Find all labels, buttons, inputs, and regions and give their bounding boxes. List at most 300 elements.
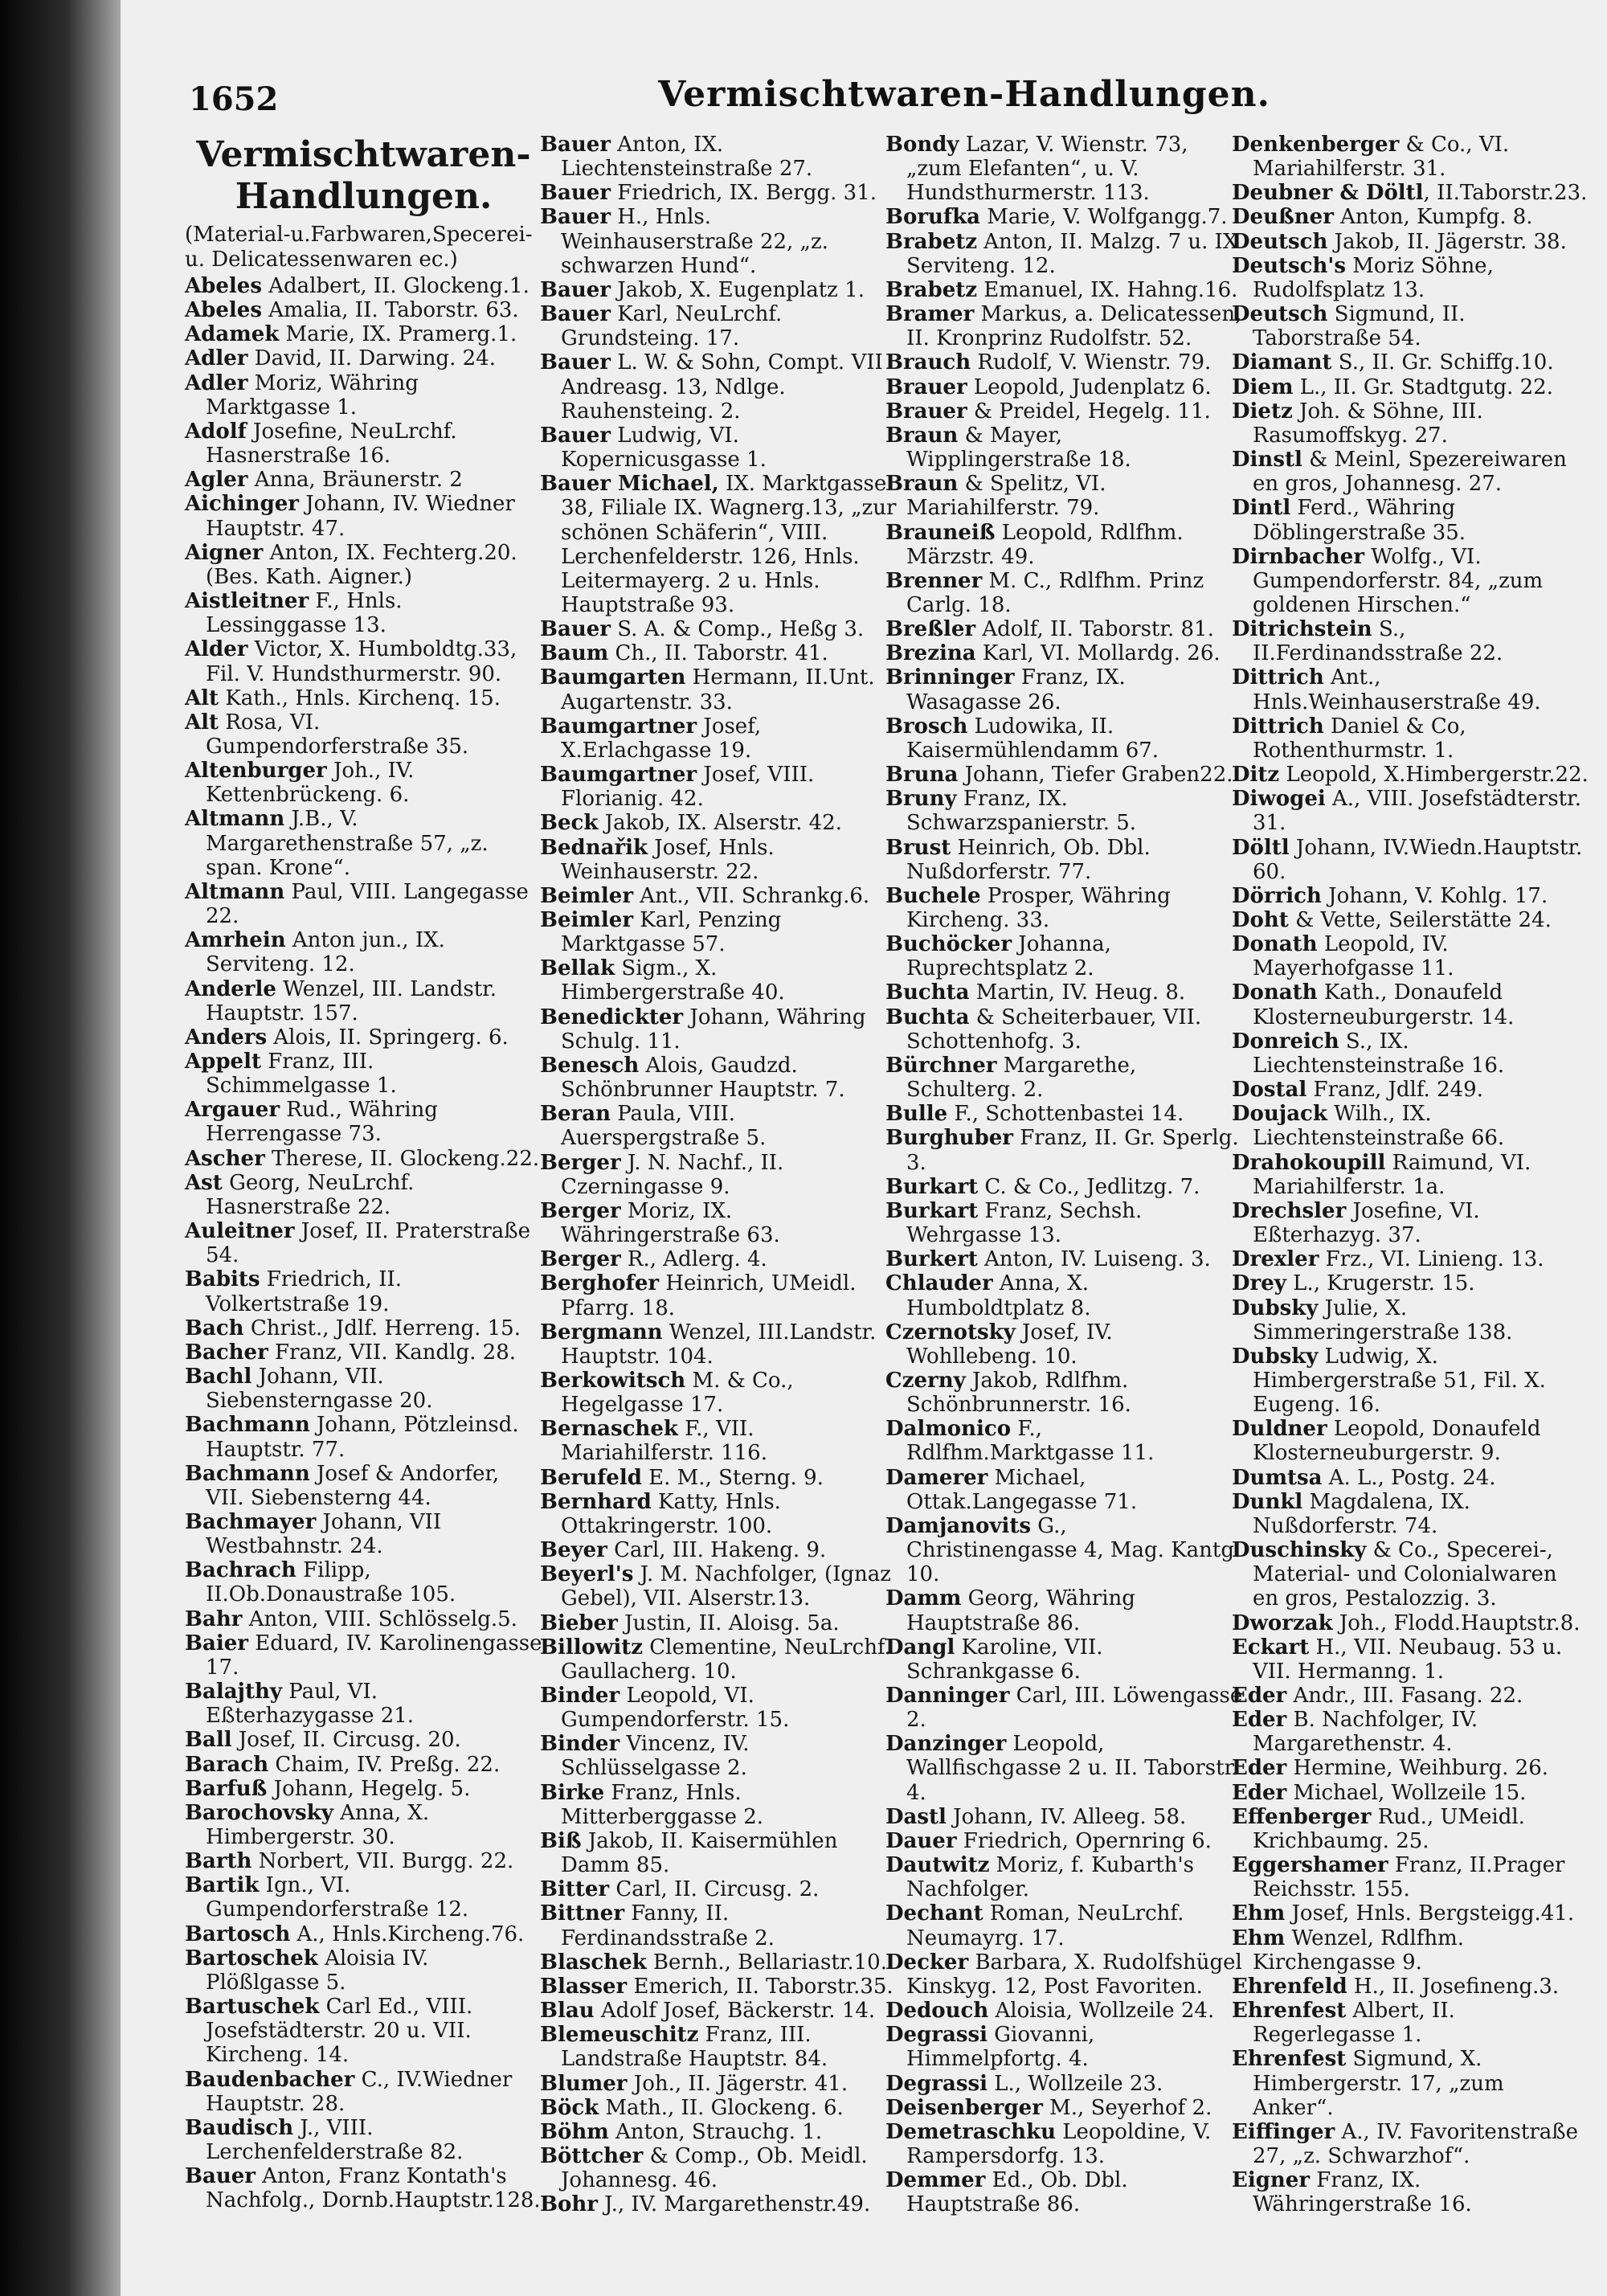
entry-name: Dietz: [1232, 399, 1293, 424]
entry-details: Norbert, VII. Burgg. 22.: [251, 1849, 514, 1874]
entry-details: Carl, III. Hakeng. 9.: [607, 1538, 827, 1563]
entry-details: IX. Marktgasse 38, Filiale IX. Wagnerg.13, „zur schönen Schäferin“, VIII. Lerchenfelderstr. 126, Hnls. Leitermayerg. 2 u. Hnls. Hauptstraße 93.: [561, 472, 897, 617]
entry-name: Benedickter: [540, 1005, 684, 1029]
directory-entry: [1232, 2168, 1589, 2216]
directory-entry: [540, 424, 898, 472]
directory-entry: [885, 787, 1243, 835]
entry-details: Joh. & Söhne, III. Rasumoffskyg. 27.: [1253, 399, 1483, 448]
entry-details: Eduard, IV. Karolinengasse 17.: [206, 1631, 542, 1680]
entry-name: Billowitz: [540, 1635, 643, 1660]
entry-name: Dautwitz: [885, 1853, 990, 1878]
entry-details: Josef, VIII. Florianig. 42.: [561, 763, 815, 812]
directory-entry: [885, 1950, 1243, 1999]
entry-name: Effenberger: [1232, 1804, 1372, 1829]
entry-details: Friedrich, II. Volkertstraße 19.: [206, 1267, 402, 1316]
directory-entry: [540, 1950, 898, 1975]
entry-name: Barochovsky: [185, 1800, 333, 1825]
entry-name: Chlauder: [885, 1271, 993, 1296]
directory-entry: [1232, 2047, 1589, 2119]
entry-name: Baudenbacher: [185, 2067, 355, 2092]
entry-name: Bramer: [885, 302, 975, 327]
entry-details: Wenzel, III. Landstr. Hauptstr. 157.: [206, 976, 497, 1025]
entry-name: Bauer: [540, 302, 611, 327]
entry-details: Josefine, VI. Eßterhazyg. 37.: [1253, 1198, 1480, 1248]
entry-details: J.B., V. Margarethenstraße 57, „z. span. Krone“.: [206, 807, 489, 880]
entry-details: Ant., VII. Schrankg.6.: [633, 883, 870, 908]
directory-entry: [885, 665, 1243, 714]
entry-details: & Mayer, Wipplingerstraße 18.: [906, 423, 1131, 473]
entry-name: Beran: [540, 1102, 611, 1127]
entry-name: Baumgartner: [540, 763, 697, 788]
entry-details: Heinrich, UMeidl. Pfarrg. 18.: [561, 1271, 857, 1320]
entry-details: & Co., Specerei-, Material- und Colonialwaren en gros, Pestalozzig. 3.: [1253, 1538, 1557, 1611]
entry-details: S. A. & Comp., Heßg 3.: [610, 617, 865, 642]
directory-entry: [185, 1171, 542, 1219]
entry-details: Leopold, Wallfischgasse 2 u. II. Taborstr. 4.: [906, 1732, 1239, 1805]
entry-details: & Comp., Ob. Meidl. Johannesg. 46.: [561, 2143, 868, 2193]
entry-name: Dostal: [1232, 1078, 1307, 1103]
entry-details: & Co., VI. Mariahilferstr. 31.: [1253, 133, 1510, 182]
directory-entry: [1232, 350, 1589, 374]
directory-entry: [540, 884, 898, 908]
entry-details: & Meinl, Spezereiwaren en gros, Johannesg. 27.: [1253, 448, 1567, 497]
entry-name: Bernhard: [540, 1489, 652, 1514]
entry-name: Donath: [1232, 932, 1318, 957]
entry-name: Buchta: [885, 980, 970, 1005]
entry-name: Bondy: [885, 133, 959, 157]
directory-entry: [185, 1777, 542, 1801]
directory-entry: [1232, 884, 1589, 908]
entry-details: Moriz Söhne, Rudolfsplatz 13.: [1253, 253, 1494, 302]
entry-details: Karoline, VII. Schrankgasse 6.: [906, 1635, 1103, 1684]
entry-name: Dubsky: [1232, 1344, 1319, 1369]
entry-details: Sigmund, II. Taborstraße 54.: [1253, 302, 1466, 351]
entry-name: Beimler: [540, 908, 634, 932]
entry-details: Franz, Sechsh. Wehrgasse 13.: [906, 1198, 1143, 1248]
directory-entry: [185, 322, 542, 346]
directory-entry: [540, 278, 898, 302]
directory-entry: [185, 1316, 542, 1340]
directory-entry: [185, 1098, 542, 1146]
entry-details: Johann, IV. Wiedner Hauptstr. 47.: [206, 492, 515, 541]
entry-details: Magdalena, IX. Nußdorferstr. 74.: [1253, 1489, 1470, 1538]
directory-entry: [540, 2120, 898, 2144]
directory-entry: [540, 1320, 898, 1369]
entry-name: Braun: [885, 423, 959, 448]
entry-details: Adalbert, II. Glockeng.1.: [261, 274, 530, 298]
directory-entry: [885, 617, 1243, 641]
directory-entry: [185, 589, 542, 637]
entry-details: Ed., Ob. Dbl. Hauptstraße 86.: [906, 2168, 1128, 2217]
entry-name: Czerny: [885, 1368, 966, 1393]
entry-name: Bauer: [540, 423, 611, 448]
directory-entry: [185, 928, 542, 976]
entry-details: Leopold, Donaufeld Klosterneuburgerstr. 9.: [1253, 1417, 1541, 1466]
entry-details: Moriz, f. Kubarth's Nachfolger.: [906, 1853, 1194, 1902]
entry-details: Franz, IX. Wasagasse 26.: [906, 665, 1126, 714]
entry-name: Demmer: [885, 2168, 986, 2193]
entry-name: Dörrich: [1232, 883, 1322, 908]
entry-name: Bruny: [885, 787, 957, 812]
entry-name: Buchele: [885, 883, 981, 908]
entry-details: S., II. Gr. Schiffg.10.: [1331, 350, 1554, 375]
entry-name: Anderle: [185, 976, 276, 1001]
entry-name: Bauer: [185, 2164, 256, 2189]
directory-entry: [1232, 980, 1589, 1029]
entry-name: Bachmann: [185, 1413, 310, 1438]
entry-name: Böttcher: [540, 2143, 644, 2168]
entry-name: Bauer: [540, 277, 611, 302]
directory-entry: [185, 1462, 542, 1510]
entry-details: David, II. Darwing. 24.: [247, 346, 496, 371]
directory-entry: [1232, 1975, 1589, 1999]
entry-name: Bauer Michael,: [540, 472, 719, 497]
entry-details: S., IX. Liechtensteinstraße 16.: [1253, 1029, 1505, 1078]
entry-details: Johann, Hegelg. 5.: [267, 1776, 471, 1801]
entry-details: Joh., Flodd.Hauptstr.8.: [1332, 1610, 1580, 1635]
directory-entry: [885, 1199, 1243, 1247]
entry-details: & Scheiterbauer, VII. Schottenhofg. 3.: [906, 1005, 1202, 1054]
entry-name: Babits: [185, 1267, 260, 1292]
entry-name: Deisenberger: [885, 2095, 1043, 2120]
entry-name: Biß: [540, 1828, 582, 1853]
directory-entry: [540, 1732, 898, 1780]
entry-name: Doht: [1232, 908, 1289, 932]
entry-details: Katty, Hnls. Ottakringerstr. 100.: [561, 1489, 781, 1538]
directory-entry: [885, 1271, 1243, 1320]
directory-entry: [885, 980, 1243, 1005]
entry-details: Moriz, IX. Währingerstraße 63.: [561, 1198, 780, 1248]
entry-details: B. Nachfolger, IV. Margarethenstr. 4.: [1253, 1708, 1478, 1757]
entry-name: Bieber: [540, 1610, 618, 1635]
entry-name: Alt: [185, 686, 219, 710]
directory-entry: [885, 1586, 1243, 1635]
entry-name: Dechant: [885, 1901, 983, 1926]
directory-entry: [1232, 1853, 1589, 1901]
directory-entry: [1232, 302, 1589, 350]
directory-entry: [185, 1340, 542, 1365]
entry-name: Dumtsa: [1232, 1465, 1323, 1490]
entry-name: Eder: [1232, 1756, 1287, 1781]
entry-name: Bittner: [540, 1901, 625, 1926]
directory-entry: [540, 714, 898, 763]
entry-details: Moriz, Währing Marktgasse 1.: [206, 370, 419, 420]
directory-entry: [1232, 1102, 1589, 1150]
directory-entry: [540, 1877, 898, 1901]
directory-entry: [540, 665, 898, 714]
entry-details: Giovanni, Himmelpfortg. 4.: [906, 2023, 1095, 2072]
directory-entry: [1232, 1926, 1589, 1975]
directory-entry: [540, 1901, 898, 1950]
entry-details: Franz, Hnls. Mitterberggasse 2.: [561, 1780, 764, 1829]
entry-details: & Spelitz, VI. Mariahilferstr. 79.: [906, 472, 1106, 521]
directory-entry: [540, 2096, 898, 2120]
entry-name: Dworzak: [1232, 1610, 1333, 1635]
entry-details: Fanny, II. Ferdinandsstraße 2.: [561, 1901, 775, 1950]
entry-name: Balajthy: [185, 1680, 282, 1705]
entry-details: Vincenz, IV. Schlüsselgasse 2.: [561, 1732, 750, 1781]
entry-details: M., Seyerhof 2.: [1042, 2095, 1212, 2120]
directory-entry: [1232, 763, 1589, 787]
entry-details: Wenzel, Rdlfhm. Kirchengasse 9.: [1253, 1926, 1464, 1975]
column-3: [885, 133, 1243, 2216]
directory-entry: [885, 424, 1243, 472]
directory-entry: [1232, 1199, 1589, 1247]
entry-name: Barach: [185, 1752, 269, 1777]
directory-entry: [185, 371, 542, 420]
entry-name: Ehm: [1232, 1901, 1286, 1926]
directory-entry: [885, 1005, 1243, 1054]
entry-details: Josef, Hnls. Bergsteigg.41.: [1285, 1901, 1575, 1926]
directory-entry: [1232, 1417, 1589, 1465]
entry-details: M. C., Rdlfhm. Prinz Carlg. 18.: [906, 568, 1204, 617]
entry-name: Berger: [540, 1150, 621, 1175]
entry-details: A., IV. Favoritenstraße 27, „z. Schwarzhof“.: [1253, 2119, 1579, 2168]
directory-entry: [185, 2164, 542, 2212]
entry-name: Damjanovits: [885, 1513, 1032, 1538]
directory-entry: [540, 836, 898, 884]
entry-details: Amalia, II. Taborstr. 63.: [261, 298, 519, 323]
directory-entry: [885, 1054, 1243, 1102]
entry-name: Dittrich: [1232, 714, 1324, 739]
directory-entry: [185, 977, 542, 1025]
directory-entry: [185, 710, 542, 759]
entry-details: & Vette, Seilerstätte 24.: [1288, 908, 1552, 932]
entry-details: Johann, VII. Siebensterngasse 20.: [206, 1365, 433, 1414]
directory-entry: [1232, 230, 1589, 254]
entry-name: Drechsler: [1232, 1198, 1347, 1223]
entry-details: Anna, X. Humboldtplatz 8.: [906, 1271, 1091, 1320]
directory-entry: [540, 908, 898, 956]
directory-entry: [185, 541, 542, 589]
entry-details: Rudolf, V. Wienstr. 79.: [971, 350, 1212, 375]
entry-name: Beyer: [540, 1538, 607, 1563]
directory-entry: [1232, 714, 1589, 763]
entry-details: Adolf, II. Taborstr. 81.: [975, 617, 1214, 642]
entry-name: Bauer: [540, 181, 611, 206]
entry-details: Paul, VI. Eßterhazygasse 21.: [206, 1680, 415, 1729]
directory-entry: [1232, 836, 1589, 884]
entry-name: Brauer: [885, 399, 967, 424]
entry-name: Baumgartner: [540, 714, 697, 739]
directory-entry: [185, 1025, 542, 1050]
directory-entry: [885, 1999, 1243, 2023]
entry-details: Ch., II. Taborstr. 41.: [608, 641, 828, 666]
directory-entry: [885, 278, 1243, 302]
entry-details: Anton, Franz Kontath's Nachfolg., Dornb.Hauptstr.128.: [206, 2164, 541, 2213]
directory-entry: [885, 1853, 1243, 1901]
directory-entry: [1232, 545, 1589, 617]
directory-entry: [540, 1829, 898, 1877]
entry-details: Leopoldine, V. Rampersdorfg. 13.: [906, 2119, 1212, 2168]
directory-entry: [1232, 1999, 1589, 2047]
directory-entry: [185, 1365, 542, 1413]
entry-name: Eggershamer: [1232, 1853, 1388, 1878]
entry-name: Bacher: [185, 1340, 268, 1365]
entry-name: Beyerl's: [540, 1562, 634, 1587]
directory-entry: [1232, 2120, 1589, 2168]
directory-entry: [1232, 1296, 1589, 1344]
entry-name: Drey: [1232, 1271, 1286, 1296]
entry-name: Aigner: [185, 540, 264, 565]
entry-details: Wenzel, III.Landstr. Hauptstr. 104.: [561, 1320, 877, 1369]
directory-entry: [185, 1753, 542, 1777]
entry-details: Kath., Hnls. Kirchenq. 15.: [219, 686, 501, 710]
entry-name: Bernaschek: [540, 1417, 678, 1442]
entry-name: Brust: [885, 835, 951, 860]
directory-entry: [885, 2023, 1243, 2071]
entry-name: Agler: [185, 468, 248, 493]
directory-entry: [1232, 1466, 1589, 1490]
entry-name: Ditrichstein: [1232, 617, 1372, 642]
directory-entry: [540, 350, 898, 423]
entry-name: Altenburger: [185, 759, 327, 784]
directory-entry: [185, 807, 542, 879]
entry-details: Georg, Währing Hauptstraße 86.: [906, 1586, 1135, 1635]
entry-name: Degrassi: [885, 2023, 988, 2048]
entry-details: Alois, II. Springerg. 6.: [267, 1025, 509, 1050]
entry-name: Berufeld: [540, 1465, 642, 1490]
directory-entry: [540, 472, 898, 617]
entry-name: Beimler: [540, 883, 634, 908]
directory-entry: [1232, 1078, 1589, 1102]
directory-entry: [1232, 1708, 1589, 1756]
directory-entry: [885, 1829, 1243, 1853]
entry-details: Marie, IX. Pramerg.1.: [279, 322, 517, 347]
directory-entry: [540, 2023, 898, 2071]
directory-entry: [540, 956, 898, 1005]
entry-details: Johann, IV. Alleeg. 58.: [946, 1804, 1187, 1829]
column-4: [1232, 133, 1589, 2216]
entry-name: Ascher: [185, 1146, 265, 1171]
directory-entry: [885, 1732, 1243, 1804]
directory-entry: [1232, 1151, 1589, 1199]
entry-details: Josef, II. Praterstraße 54.: [206, 1219, 531, 1268]
entry-details: Jakob, II. Kaisermühlen Damm 85.: [561, 1828, 838, 1878]
entry-details: Paula, VIII. Auerspergstraße 5.: [561, 1102, 767, 1151]
entry-name: Baudisch: [185, 2115, 294, 2140]
entry-name: Adler: [185, 346, 248, 371]
entry-name: Auleitner: [185, 1219, 295, 1244]
entry-details: Anton, IX. Fechterg.20. (Bes. Kath. Aigner.): [206, 540, 517, 589]
directory-entry: [1232, 665, 1589, 714]
entry-name: Danzinger: [885, 1732, 1007, 1757]
entry-name: Donath: [1232, 980, 1318, 1005]
directory-entry: [885, 884, 1243, 932]
entry-name: Dangl: [885, 1635, 955, 1660]
directory-entry: [540, 763, 898, 811]
entry-name: Eiffinger: [1232, 2119, 1335, 2144]
entry-details: Michael, Ottak.Langegasse 71.: [906, 1465, 1138, 1514]
entry-name: Dubsky: [1232, 1295, 1319, 1320]
entry-name: Braun: [885, 472, 959, 497]
entry-name: Ehrenfest: [1232, 1999, 1347, 2024]
entry-name: Eder: [1232, 1684, 1287, 1708]
directory-entry: [1232, 1684, 1589, 1708]
directory-entry: [540, 1538, 898, 1562]
entry-details: H., Hnls. Weinhauserstraße 22, „z. schwarzen Hund“.: [561, 205, 828, 278]
entry-details: Anton, VIII. Schlösselg.5.: [242, 1606, 517, 1631]
directory-entry: [885, 1635, 1243, 1684]
entry-name: Duldner: [1232, 1417, 1327, 1442]
directory-entry: [540, 2144, 898, 2192]
directory-entry: [885, 2072, 1243, 2096]
entry-details: Leopold, Judenplatz 6.: [967, 374, 1212, 399]
directory-entry: [1232, 787, 1589, 835]
directory-entry: [1232, 1029, 1589, 1078]
entry-details: Emerich, II. Taborstr.35.: [627, 1974, 893, 1999]
entry-details: Leopold, X.Himbergerstr.22.: [1279, 763, 1589, 788]
entry-details: Justin, II. Aloisg. 5a.: [617, 1610, 840, 1635]
entry-details: Jakob, II. Jägerstr. 38.: [1327, 229, 1567, 254]
entry-name: Brauneiß: [885, 520, 996, 545]
directory-entry: [1232, 1344, 1589, 1417]
directory-entry: [185, 1680, 542, 1728]
entry-details: Anna, X. Himbergerstr. 30.: [206, 1800, 430, 1849]
entry-name: Dedouch: [885, 1999, 989, 2024]
directory-entry: [185, 420, 542, 468]
entry-details: C. & Co., Jedlitzg. 7.: [978, 1174, 1200, 1199]
entry-name: Bach: [185, 1316, 244, 1340]
entry-details: Franz, III. Schimmelgasse 1.: [206, 1050, 397, 1099]
entry-details: Chaim, IV. Preßg. 22.: [268, 1752, 501, 1777]
entry-name: Dauer: [885, 1828, 957, 1853]
entry-name: Barfuß: [185, 1776, 268, 1801]
entry-details: Hermann, II.Unt. Augartenstr. 33.: [561, 665, 875, 714]
directory-entry: [885, 641, 1243, 665]
entry-name: Adolf: [185, 419, 247, 444]
entry-name: Bachl: [185, 1365, 252, 1389]
entry-name: Baier: [185, 1631, 248, 1655]
entry-name: Döltl: [1232, 835, 1290, 860]
entry-details: Anna, Bräunerstr. 2: [247, 468, 463, 493]
entry-name: Aichinger: [185, 492, 299, 517]
directory-entry: [885, 1320, 1243, 1369]
entry-name: Birke: [540, 1780, 605, 1805]
entry-name: Benesch: [540, 1053, 640, 1078]
entry-details: Filipp, II.Ob.Donaustraße 105.: [206, 1558, 456, 1607]
entry-name: Bartosch: [185, 1922, 291, 1946]
entry-details: A., VIII. Josefstädterstr. 31.: [1253, 787, 1581, 836]
entry-details: Martin, IV. Heug. 8.: [969, 980, 1186, 1005]
entry-name: Argauer: [185, 1098, 280, 1123]
entry-name: Deußner: [1232, 205, 1334, 230]
directory-entry: [1232, 908, 1589, 932]
directory-entry: [540, 641, 898, 665]
entry-name: Eigner: [1232, 2168, 1311, 2193]
directory-entry: [540, 1975, 898, 1999]
directory-entry: [185, 2068, 542, 2116]
entry-details: Leopold, Rdlfhm. Märzstr. 49.: [906, 520, 1184, 569]
entry-details: Kath., Donaufeld Klosterneuburgerstr. 14.: [1253, 980, 1515, 1029]
entry-name: Buchöcker: [885, 932, 1012, 957]
entry-name: Böhm: [540, 2119, 609, 2144]
directory-entry: [185, 346, 542, 370]
directory-entry: [1232, 1247, 1589, 1271]
directory-entry: [540, 1611, 898, 1635]
entry-details: Johann, Pötzleinsd. Hauptstr. 77.: [206, 1413, 519, 1462]
entry-details: Franz, Jdlf. 249.: [1306, 1078, 1483, 1103]
directory-entry: [1232, 1611, 1589, 1635]
directory-entry: [185, 637, 542, 686]
entry-details: Aloisia IV. Plößlgasse 5.: [206, 1946, 429, 1995]
entry-details: Anton, Kumpfg. 8.: [1333, 205, 1533, 230]
entry-details: Joh., II. Jägerstr. 41.: [627, 2071, 848, 2096]
entry-details: Victor, X. Humboldtg.33, Fil. V. Hundsthurmerstr. 90.: [206, 637, 517, 686]
entry-details: Adolf Josef, Bäckerstr. 14.: [594, 1999, 876, 2024]
directory-entry: [885, 133, 1243, 205]
entry-details: Carl, II. Circusg. 2.: [609, 1877, 820, 1902]
